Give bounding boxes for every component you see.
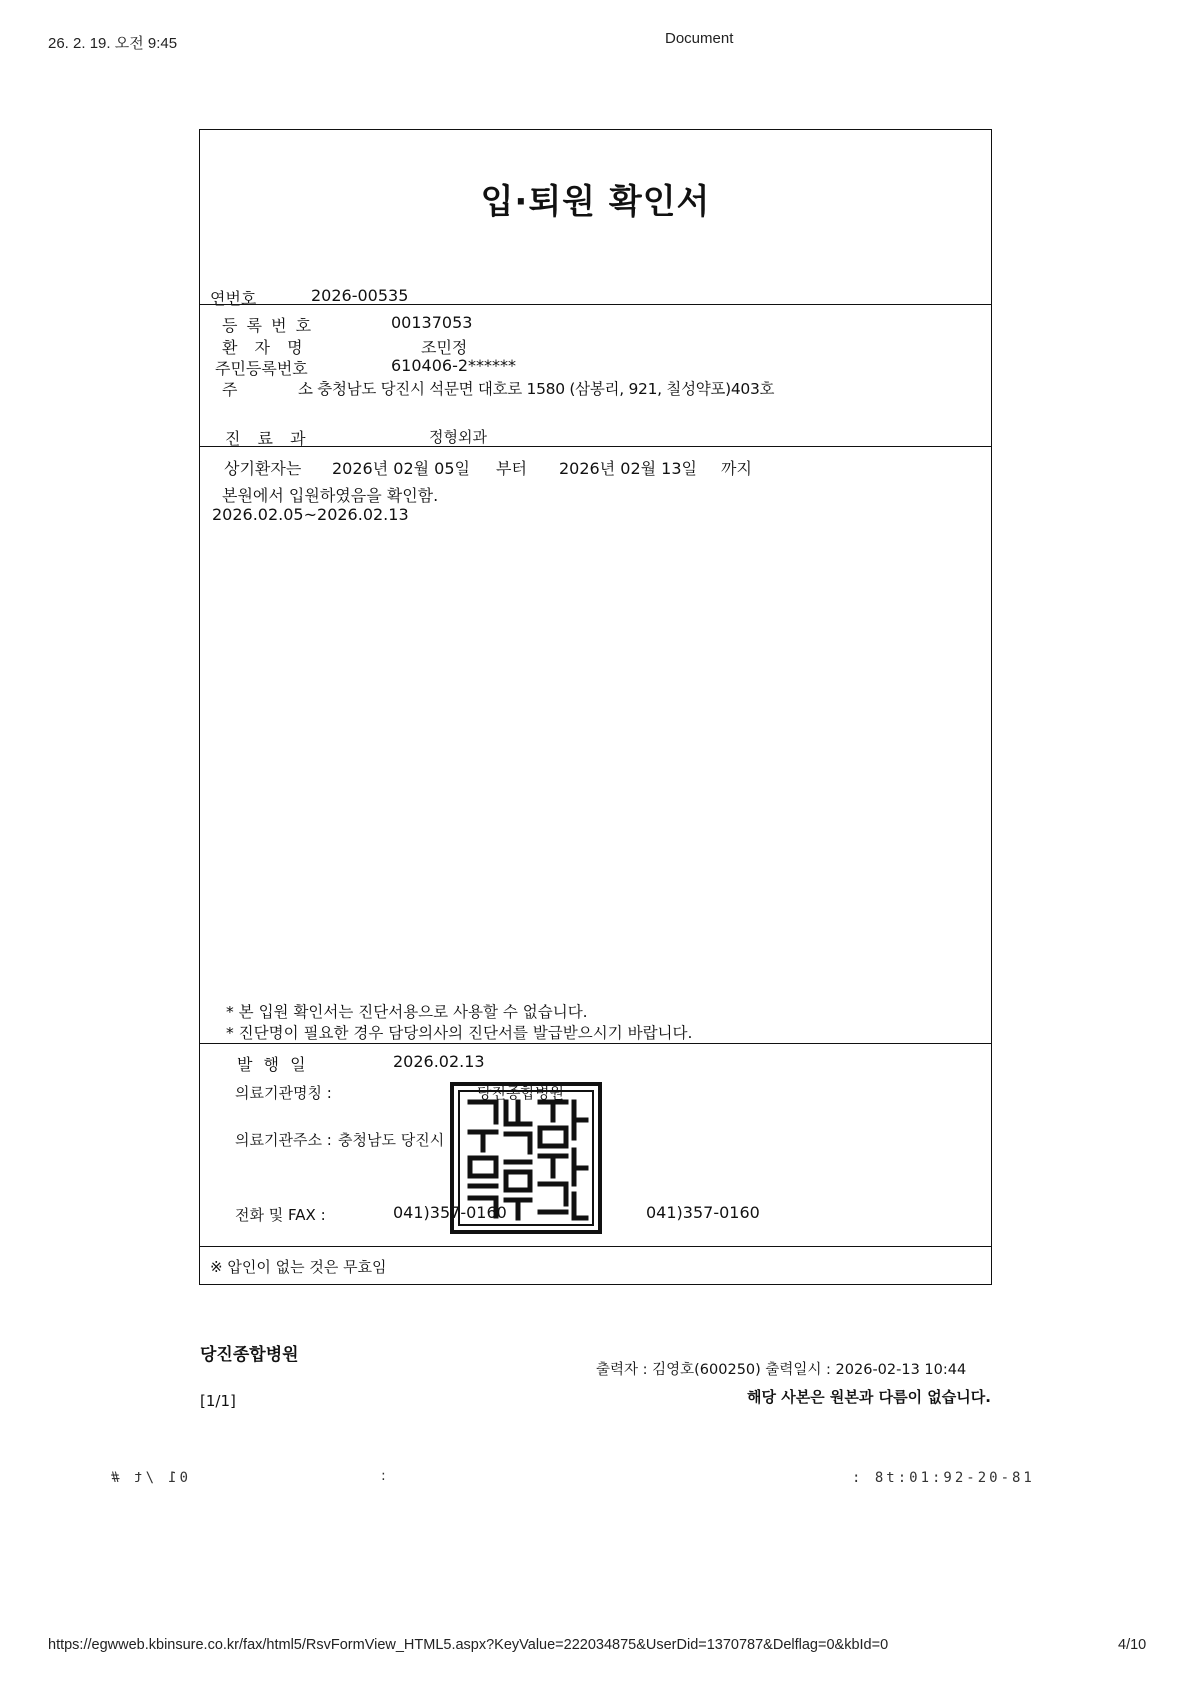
issue-date-value: 2026.02.13 xyxy=(393,1052,485,1071)
print-timestamp: 26. 2. 19. 오전 9:45 xyxy=(48,35,178,52)
rrn-label: 주민등록번호 xyxy=(215,359,308,378)
patient-name-value: 조민정 xyxy=(421,338,468,357)
phone-value: 041)357-0160 xyxy=(393,1203,507,1222)
divider xyxy=(200,1246,991,1247)
divider xyxy=(200,446,991,447)
fax-mark-middle: : xyxy=(381,1468,386,1484)
print-info: 출력자 : 김영호(600250) 출력일시 : 2026-02-13 10:44 xyxy=(596,1362,967,1378)
note-line: * 본 입원 확인서는 진단서용으로 사용할 수 없습니다. xyxy=(226,1003,588,1021)
reg-no-label: 등 록 번 호 xyxy=(222,316,314,335)
patient-name-label: 환 자 명 xyxy=(222,338,303,357)
note-line: * 진단명이 필요한 경우 담당의사의 진단서를 발급받으시기 바랍니다. xyxy=(226,1024,693,1042)
validity-note: ※ 압인이 없는 것은 무효임 xyxy=(210,1258,387,1276)
print-url: https://egwweb.kbinsure.co.kr/fax/html5/RsvFormView_HTML5.aspx?KeyValue=222034875&UserDid=1370787&Delflag=0&kbId=0 xyxy=(48,1637,889,1653)
serial-value: 2026-00535 xyxy=(311,286,409,305)
fax-value: 041)357-0160 xyxy=(646,1203,760,1222)
divider xyxy=(200,304,991,305)
fax-mark-right: : 8t:01:92-20-81 xyxy=(852,1470,1035,1486)
institution-address-label: 의료기관주소 : xyxy=(235,1131,332,1149)
institution-address-value: 충청남도 당진시 xyxy=(338,1131,445,1149)
address-value: 소 충청남도 당진시 석문면 대호로 1580 (삼봉리, 921, 칠성약포)403호 xyxy=(298,380,775,398)
stay-to-date: 2026년 02월 13일 xyxy=(559,459,697,478)
page-indicator: [1/1] xyxy=(200,1392,236,1410)
hospital-seal-icon xyxy=(448,1080,604,1236)
copy-certification: 해당 사본은 원본과 다름이 없습니다. xyxy=(747,1388,991,1406)
institution-name-value: 당진종합병원 xyxy=(477,1084,564,1102)
fax-mark-left: 01 /t # xyxy=(108,1470,189,1486)
stay-from-date: 2026년 02월 05일 xyxy=(332,459,470,478)
dept-value: 정형외과 xyxy=(429,428,487,446)
stay-from-word: 부터 xyxy=(496,459,527,478)
hospital-name: 당진종합병원 xyxy=(200,1345,299,1365)
stay-to-word: 까지 xyxy=(721,459,752,478)
document-title: 입·퇴원 확인서 xyxy=(480,182,711,222)
stay-prefix: 상기환자는 xyxy=(224,459,302,478)
serial-label: 연번호 xyxy=(210,289,257,308)
reg-no-value: 00137053 xyxy=(391,313,473,332)
print-page-title: Document xyxy=(665,30,734,47)
dept-label: 진 료 과 xyxy=(225,429,306,448)
institution-name-label: 의료기관명칭 : xyxy=(235,1084,332,1102)
phone-label: 전화 및 FAX : xyxy=(235,1206,326,1224)
print-page-number: 4/10 xyxy=(1118,1637,1147,1653)
rrn-value: 610406-2****** xyxy=(391,356,517,375)
stay-range: 2026.02.05~2026.02.13 xyxy=(212,505,409,524)
stay-confirmation: 본원에서 입원하였음을 확인함. xyxy=(222,486,439,505)
address-label: 주 xyxy=(222,380,238,399)
divider xyxy=(200,1043,991,1044)
issue-date-label: 발 행 일 xyxy=(237,1055,306,1074)
